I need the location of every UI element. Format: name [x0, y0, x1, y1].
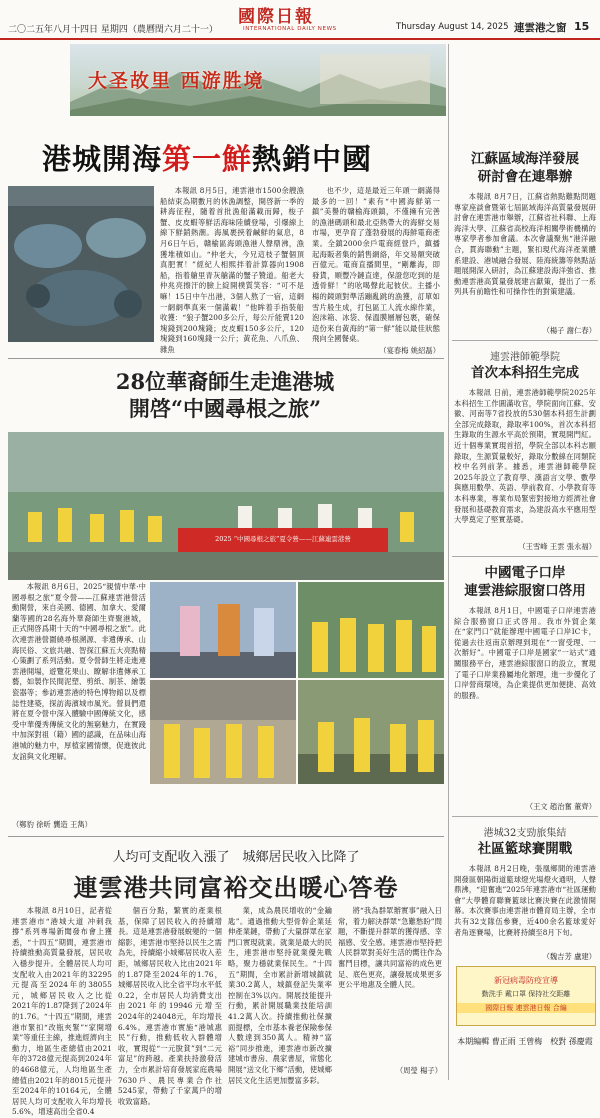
- sidebar4-headline: 社區籃球賽開戰: [477, 841, 573, 857]
- fan-performance-photo: [298, 680, 444, 784]
- story3-column-3: 業，成為農民增收的“金鑰匙”。通過推動大型骨幹企業延伸產業鏈，帶動了大量群眾在家門口實現就業。就業是最大的民生，連雲港市堅持就業優先戰略，聚力穩就業保民生。“十四五”期間，全市累計新增城鎮就業30.2萬人，城鎮登記失業率控制在3%以內。開展技能提升行動，累計開展職業技能培訓41.2萬人次。持續推動社保擴面提標，全市基本養老保險參保人數達到350萬人。精神“富裕”同步推進，連雲港市新改擴建城市書房、農家書屋，常態化開展“送文化下鄉”活動，使城鄉居民文化生活更加豐富多彩。: [228, 906, 332, 1085]
- newspaper-logo-subtitle: INTERNATIONAL DAILY NEWS: [243, 26, 337, 32]
- story2-headline-line1: 28位華裔師生走進港城: [115, 369, 335, 394]
- promo-line1: 新冠病毒防疫宣導: [494, 976, 558, 985]
- story3-column-2: 個百分點，繁實的產業根基，保障了居民收入的持續增長。這是連雲港發展蛻變的一個縮影，連雲港市堅持以民生之需為先，持續縮小城鄉居民收入差距，城鄉居民收入比由2021年的1.87降至2024年的1.76，城鄉居民收入比全省平均水平低0.22，全市居民人均消費支出由2021年的19946元增至2024年的24048元，年均增長6.4%。連雲港市實施“港城惠民”行動，推動低收入群體增收，實現從“一元脫貧”到“二元富足”的跨越。產業扶持激發活力，全市累計培育發展家庭農場7630戶、農民專業合作社5245家，帶動了千家萬戶的增收致富路。: [118, 906, 222, 1106]
- story1-author: （宴春梅 姚紹磊）: [379, 346, 440, 355]
- staff-credits: 本期編輯 曹正雨 王曾梅 校對 孫慶霞: [457, 1037, 593, 1046]
- group-photo: [8, 432, 444, 580]
- sidebar-divider-2: [452, 556, 598, 557]
- page-number: 15: [574, 20, 590, 33]
- performers-image: [150, 582, 296, 678]
- sidebar2-body: 本報訊 日前，連雲港師範學院2025年本科招生工作圓滿收官，學院面向江蘇、安徽、河南等7省投放的530個本科招生計劃全部完成錄取，錄取率100%，首次本科招生錄取的生源水平高於預期，實現開門紅。近十個專業實現首招，學院全部以本科志願錄取，生源質量較好，錄取分數線在同類院校中名列前茅。據悉，連雲港師範學院2025年設立了教育學、漢語言文學、數學與應用數學、英語、學前教育、小學教育等本科專業，專業布局緊密對接地方經濟社會發展和基礎教育需求，為建設高水平應用型大學奠定了堅實基礎。: [454, 388, 596, 525]
- sidebar2-kicker: 連雲港師範學院: [490, 352, 560, 363]
- sidebar2-headline: 首次本科招生完成: [471, 365, 579, 381]
- sidebar4-author: （魏吉芳 盧建）: [542, 952, 596, 961]
- story3-column-1: 本報訊 8月10日，記者從連雲港市“港城大道 冲刺我撐”系列專場新聞發布會上獲悉，“十四五”期間，連雲港市持續推動高質量發展，居民收入穩步提升。全體居民人均可支配收入由2021年的32295元提高至2024年的38055元，城鄉居民收入之比從2021年的1.87降到了2024年的1.76。“十四五”期間，連雲港市緊扣“改瓶夾緊”“家開增業”等重任主線，推進經濟向主動力，地區生產總值由2021年的3728億元提高到2024年的4668億元，人均地區生產總值由2021年的8015元提升至2024年的10164元，全體居民人均可支配收入年均增長5.6%，增速高出全省0.4: [12, 906, 112, 1117]
- story1-headline: [42, 142, 432, 176]
- story1-headline-highlight: 第一鮮: [162, 142, 253, 176]
- crab-basket-image: [8, 186, 154, 342]
- sidebar1-body: 本報訊 8月7日，江蘇省熱點難點問題專家座談會暨第七屆區域海洋高質量發展研討會在連雲港市舉辦，江蘇省社科聯、上海海洋大學、江蘇省高校海洋相關學術機構的專家學者參加會議。本次會議聚焦“港洋融合，貫海聯動”主題，緊扣現代海洋產業體系建設、港城融合發展、陸海統籌等熱點話題展開深入研討，為江蘇建設海洋強省、推動連雲港高質量發展建言獻策，提出了一系列具有前瞻性和可操作性的對策建議。: [454, 192, 596, 297]
- promo-line2: 勤洗手 戴口罩 保持社交距離: [481, 990, 571, 998]
- story2-headline: [60, 368, 390, 422]
- yellow-group-photo: [298, 582, 444, 678]
- sidebar3-body: 本報訊 8月1日，中國電子口岸連雲港綜合服務窗口正式啓用。我市外貿企業在“家門口”就能辦理中國電子口岸IC卡，從過去往返南京辦理到現在“一窗受理、一次辦好”。中國電子口岸是國家“一站式”通關服務平台，連雲港綜服窗口的設立，實現了電子口岸業務屬地化辦理，進一步優化了口岸營商環境，為企業提供更加便捷、高效的服務。: [454, 606, 596, 700]
- page-header: [0, 0, 600, 40]
- market-photo: [8, 186, 154, 342]
- story1-column-2: 也不少，這是最近三年頭一網滿得最多的一回！”素有“中國海鮮第一鎮”美譽的贛榆海頭鎮，不僅擁有完善的漁港碼頭和最北亞熱帶大的海鮮交易市場，更孕育了蓬勃發展的海鮮電商產業。全鎮2000余戶電商經營戶，鎮播起海販者集的銷售網絡，年交易額突破百億元。電商直播間里，“剛離海，即發貨，順豐冷鏈直達，保證您吃到的是透骨鮮！”的吆喝聲此起彼伏。主播小楊的鏡頭對準活蹦亂跳的漁獲，訂單如雪片般生成，打包區工人流水線作業，泡沫箱、冰袋、保溫膜層層包裹，確保這份來自黃海的“第一鮮”能以最佳狀態飛向全國餐桌。: [312, 186, 440, 344]
- photo-banner-text: 2025 “中國尋根之旅”夏令營——江蘇連雲港營: [215, 535, 351, 543]
- sidebar3-author: （王文 趙治奮 董齊）: [525, 802, 596, 811]
- sidebar4-body: 本報訊 8月2日晚，張凰鄉間的連雲港開發區朝陽街道籃球燈光場燈火通明，人聲鼎沸，“迎奮進”2025年連雲港市“社區運動會”大學體育聯賽籃球比賽決賽在此激情開幕。本次賽事由連雲港市體育局主辦，全市共有32支隊伍參賽，近400余名籃球愛好者角逐賽場，比賽將持續至8月下旬。: [454, 864, 596, 937]
- sidebar2-author: （王雪峰 王雲 張永福）: [518, 542, 596, 551]
- classroom-photo: [150, 680, 296, 784]
- story1-column-1: 本報訊 8月5日，連雲港市1500余艘漁船結束為期數月的休漁調整，開啓新一季的耕海征程，隨着首批漁船滿載而歸，梭子蟹、皮皮蝦等鮮活海味陸續登場，引爆線上線下鮮銷熱潮。海風裹挾着鹹鮮的氣息，8月6日午后，贛榆區海頭漁港人聲鼎沸，漁獲堆積如山。“仲老大，今兄這枝子蟹個頂真肥實！”經紀人相熙拌着計算器向1908船，指着艙里青灰艙滿的蟹子贊道。船老大仲兆亮擦汗的臉上綻開樸質笑容：“可不是嘛！15日中午出港，3個人熬了一宿，這網一網網準真來一個滿載！”他眸着手指裝船收獲：“狼子蟹200多公斤，每公斤能賣120塊錢到200塊錢；皮皮蝦150多公斤，120塊錢到160塊錢一公斤；黃花魚、八爪魚、雜魚: [160, 186, 304, 354]
- issue-date: 二〇二五年八月十四日 星期四（農曆閏六月二十一）: [8, 25, 218, 35]
- header-rule: [0, 38, 600, 40]
- section-name: 連雲港之窗: [514, 22, 567, 34]
- story3-headline: 連雲港共同富裕交出暖心答卷: [73, 873, 399, 902]
- story-divider: [8, 358, 444, 359]
- sidebar1-headline: 江蘇區域海洋發展 研討會在連舉辦: [471, 151, 579, 185]
- story3-author: （周瑩 楊子）: [395, 1066, 442, 1075]
- english-date: Thursday August 14, 2025: [396, 22, 509, 32]
- story2-author: （鄭豹 徐昕 龔造 王雋）: [12, 820, 92, 829]
- classroom-image: [150, 680, 296, 784]
- story2-body: 本報訊 8月6日，2025“親情中華·中國尋根之旅”夏令營——江蘇連雲港營活動開營，來自美國、德國、加拿大、愛爾蘭等國的28名海外華裔師生齊聚港城，正式開啓爲期十天的“中國尋根之旅”。此次連雲港營圍繞尋根溯源、非遺傳承、山海民俗、文旅共融、智探江蘇五大亮點精心策劃了系列活動。夏令營師生將走進連雲港開場，遊覽花果山、瞭解非遺傳承工藝，如製作民間泥塑、剪紙、制茶、繪製瓷器等；參訪連雲港的特色博物館以及標誌性建築，探訪海濱城市風光。營員們還將在夏令營中深入體驗中國傳統文化，感受中華優秀傳統文化的無窮魅力，在實踐中加深對祖（籍）國的認識，在品味山海港城的魅力中，厚植家國情懷，促進彼此友誼與文化理解。: [12, 582, 146, 761]
- story1-headline-post: 熱銷中國: [252, 142, 373, 176]
- story3-kicker: 人均可支配收入漲了 城鄉居民收入比降了: [112, 850, 360, 865]
- sidebar3-headline: 中國電子口岸 連雲港綜服窗口啓用: [464, 565, 586, 599]
- performers-photo: [150, 582, 296, 678]
- fan-performance-image: [298, 680, 444, 784]
- promo-line3: 國際日報 連雲港日報 合編: [457, 1003, 595, 1013]
- sidebar1-author: （楊子 謝仁春）: [542, 326, 596, 335]
- banner-slogan: 大圣故里 西游胜境: [88, 70, 265, 92]
- promo-box: [456, 966, 596, 1026]
- sidebar-divider-1: [452, 340, 598, 341]
- sidebar4-kicker: 港城32支勁旅集結: [483, 828, 567, 839]
- story2-headline-line2: 開啓“中國尋根之旅”: [128, 396, 322, 421]
- group-photo-image: [8, 432, 444, 580]
- story1-headline-pre: 港城開海: [42, 142, 163, 176]
- story-divider-2: [8, 836, 444, 837]
- yellow-group-image: [298, 582, 444, 678]
- scenic-banner: [70, 44, 446, 116]
- newspaper-logo: 國際日報: [238, 7, 314, 27]
- story3-column-4: 將“我為群眾辦實事”融入日常，着力解決群眾“急難愁盼”問題，不斷提升群眾的獲得感、幸福感、安全感。連雲港市堅持把人民群眾對美好生活的嚮往作為奮鬥目標，讓共同富裕的成色更足、底色更亮，讓發展成果更多更公平地惠及全體人民。: [338, 906, 442, 990]
- sidebar-divider-3: [452, 816, 598, 817]
- sidebar-divider: [448, 44, 449, 1080]
